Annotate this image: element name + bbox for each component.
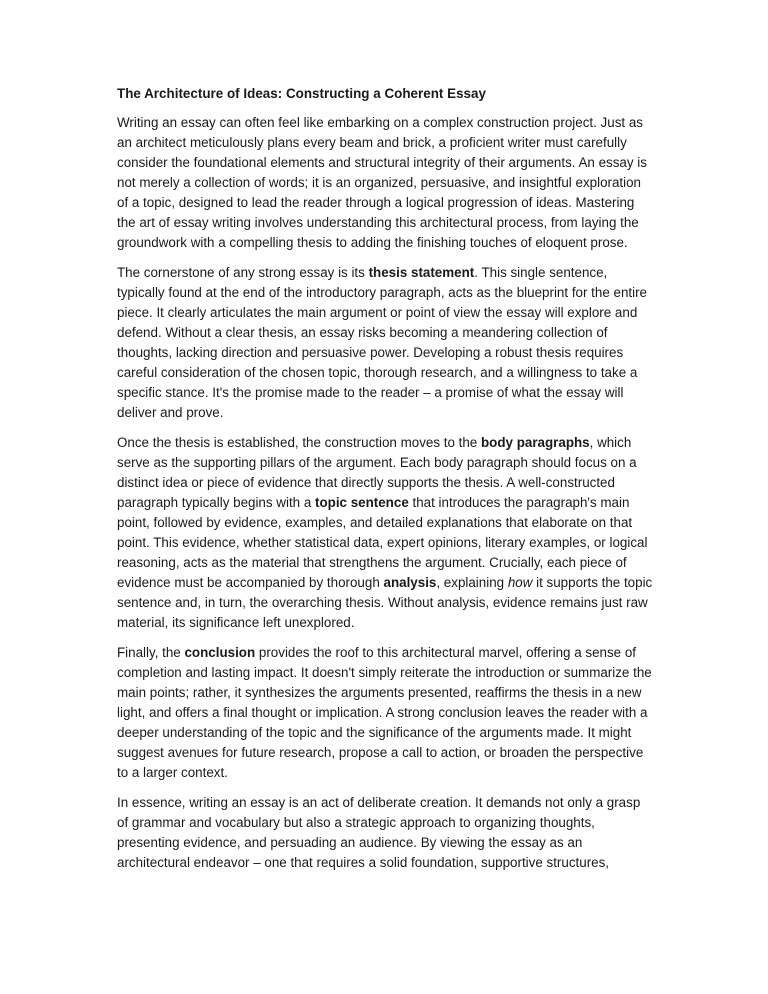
document-title: The Architecture of Ideas: Constructing a Coherent Essay: [117, 86, 486, 101]
document-page: [117, 84, 655, 883]
term-analysis: analysis: [383, 575, 437, 590]
paragraph-text: it supports the topic sentence and, in turn, the overarching thesis. Without analysis, evidence remains just raw material, its significance left unexplored.: [117, 575, 653, 630]
paragraph-text: provides the roof to this architectural marvel, offering a sense of completion and lasting impact. It doesn't simply reiterate the introduction or summarize the main points; rather, it synthesizes the arguments presented, reaffirms the thesis in a new light, and offers a final thought or implication. A strong conclusion leaves the reader with a deeper understanding of the topic and the significance of the arguments made. It might suggest avenues for future research, propose a call to action, or broaden the perspective to a larger context.: [117, 645, 652, 780]
paragraph-text: Finally, the: [117, 645, 185, 660]
paragraph-thesis: [117, 263, 655, 423]
term-topic-sentence: topic sentence: [315, 495, 409, 510]
paragraph-text: , explaining: [436, 575, 508, 590]
emphasis-how: how: [507, 575, 533, 590]
paragraph-text: . This single sentence, typically found at the end of the introductory paragraph, acts as the blueprint for the entire piece. It clearly articulates the main argument or point of view the essay will explore and defend. Without a clear thesis, an essay risks becoming a meandering collection of thoughts, lacking direction and persuasive power. Developing a robust thesis requires careful consideration of the chosen topic, thorough research, and a willingness to take a specific stance. It's the promise made to the reader – a promise of what the essay will deliver and prove.: [117, 265, 647, 420]
paragraph-text: , which serve as the supporting pillars of the argument. Each body paragraph should focus on a distinct idea or piece of evidence that directly supports the thesis. A well-constructed paragraph typically begins with a: [117, 435, 637, 510]
term-conclusion: conclusion: [184, 645, 256, 660]
paragraph-body: [117, 433, 655, 633]
paragraph-text: Once the thesis is established, the construction moves to the: [117, 435, 481, 450]
term-thesis-statement: thesis statement: [368, 265, 475, 280]
paragraph-text: that introduces the paragraph's main point, followed by evidence, examples, and detailed explanations that elaborate on that point. This evidence, whether statistical data, expert opinions, literary examples, or logical reasoning, acts as the material that strengthens the argument. Crucially, each piece of evidence must be accompanied by thorough: [117, 495, 648, 590]
paragraph-introduction: Writing an essay can often feel like embarking on a complex construction project. Just as an architect meticulously plans every beam and brick, a proficient writer must carefully consider the foundational elements and structural integrity of their arguments. An essay is not merely a collection of words; it is an organized, persuasive, and insightful exploration of a topic, designed to lead the reader through a logical progression of ideas. Mastering the art of essay writing involves understanding this architectural process, from laying the groundwork with a compelling thesis to adding the finishing touches of eloquent prose.: [117, 115, 647, 250]
term-body-paragraphs: body paragraphs: [480, 435, 590, 450]
paragraph-essence: In essence, writing an essay is an act of deliberate creation. It demands not only a grasp of grammar and vocabulary but also a strategic approach to organizing thoughts, presenting evidence, and persuading an audience. By viewing the essay as an architectural endeavor – one that requires a solid foundation, supportive structures,: [117, 795, 641, 870]
paragraph-text: The cornerstone of any strong essay is its: [117, 265, 369, 280]
paragraph-conclusion: [117, 643, 655, 783]
